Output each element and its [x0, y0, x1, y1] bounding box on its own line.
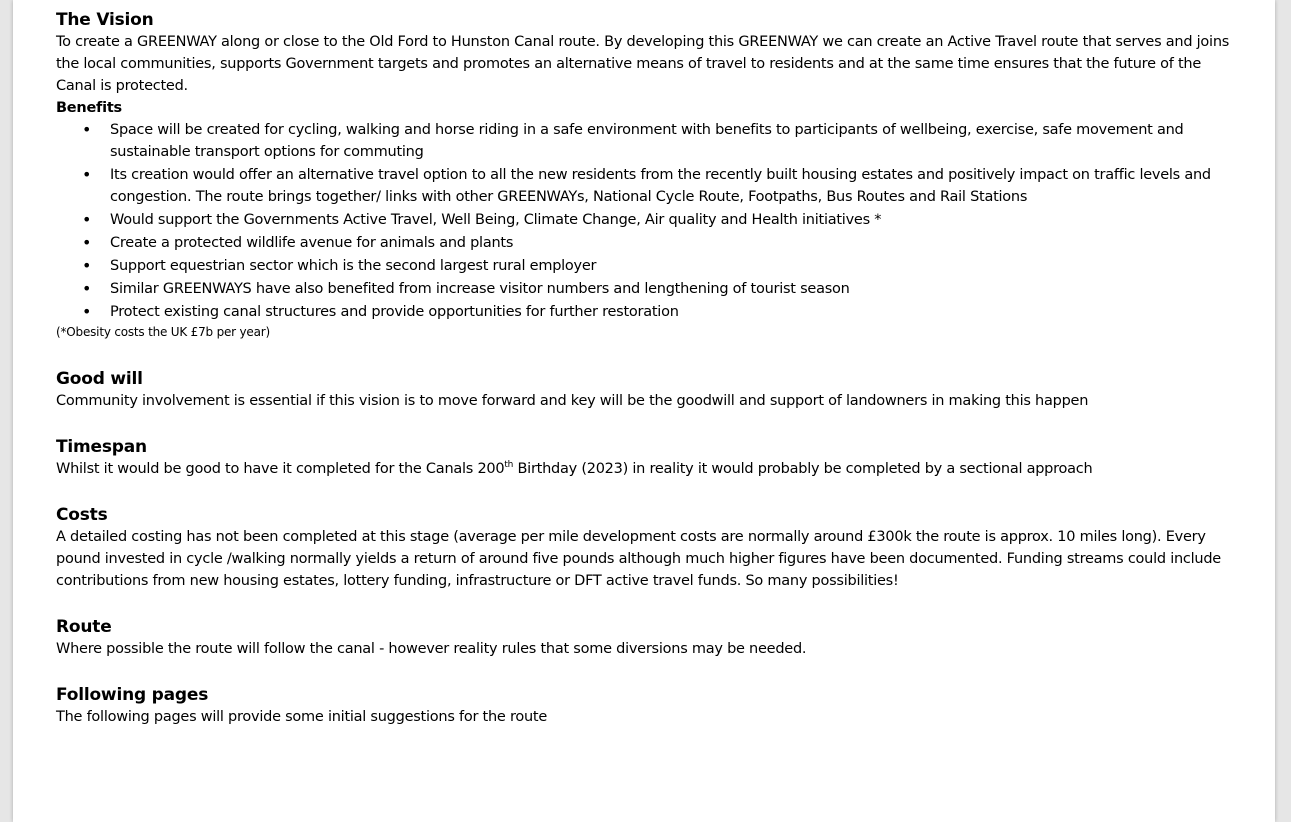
timespan-text-after: Birthday (2023) in reality it would probably be completed by a sectional approach	[513, 461, 1093, 477]
timespan-superscript: th	[504, 460, 514, 471]
benefits-list	[56, 119, 1236, 323]
timespan-text-before: Whilst it would be good to have it completed for the Canals 200	[56, 461, 505, 477]
timespan-text	[56, 458, 1236, 480]
goodwill-text: Community involvement is essential if this vision is to move forward and key will be the goodwill and support of landowners in making this happen	[56, 393, 1089, 409]
timespan-section	[56, 436, 1236, 480]
list-item: • Protect existing canal structures and provide opportunities for further restoration	[56, 301, 1236, 323]
list-item: • Support equestrian sector which is the second largest rural employer	[56, 255, 1236, 277]
costs-heading: Costs	[56, 505, 108, 525]
list-item: • Would support the Governments Active Travel, Well Being, Climate Change, Air quality and Health initiatives *	[56, 209, 1236, 231]
timespan-heading: Timespan	[56, 437, 147, 457]
route-text: Where possible the route will follow the canal - however reality rules that some diversions may be needed.	[56, 641, 807, 657]
list-item: • Create a protected wildlife avenue for animals and plants	[56, 232, 1236, 254]
route-heading: Route	[56, 617, 112, 637]
following-pages-text: The following pages will provide some initial suggestions for the route	[56, 709, 548, 725]
list-item: • Its creation would offer an alternative travel option to all the new residents from the recently built housing estates and positively impact on traffic levels and congestion. The route brings together/ links with other GREENWAYs, National Cycle Route, Footpaths, Bus Routes and Rail Stations	[56, 164, 1236, 208]
vision-heading: The Vision	[56, 10, 154, 30]
costs-section	[56, 504, 1236, 592]
vision-text: To create a GREENWAY along or close to the Old Ford to Hunston Canal route. By developing this GREENWAY we can create an Active Travel route that serves and joins the local communities, supports Government targets and promotes an alternative means of travel to residents and at the same time ensures that the future of the Canal is protected.	[56, 34, 1230, 94]
route-section	[56, 616, 1236, 660]
document-content	[56, 9, 1236, 728]
following-pages-section	[56, 684, 1236, 728]
document-page	[13, 0, 1275, 822]
goodwill-heading: Good will	[56, 369, 143, 389]
goodwill-section	[56, 368, 1236, 412]
benefits-heading: Benefits	[56, 100, 122, 116]
list-item: • Space will be created for cycling, walking and horse riding in a safe environment with benefits to participants of wellbeing, exercise, safe movement and sustainable transport options for commuting	[56, 119, 1236, 163]
list-item: • Similar GREENWAYS have also benefited from increase visitor numbers and lengthening of tourist season	[56, 278, 1236, 300]
costs-text: A detailed costing has not been completed at this stage (average per mile development costs are normally around £300k the route is approx. 10 miles long). Every pound invested in cycle /walking normally yields a return of around five pounds although much higher figures have been documented. Funding streams could include contributions from new housing estates, lottery funding, infrastructure or DFT active travel funds. So many possibilities!	[56, 529, 1221, 589]
obesity-footnote: (*Obesity costs the UK £7b per year)	[56, 325, 270, 339]
following-pages-heading: Following pages	[56, 685, 209, 705]
